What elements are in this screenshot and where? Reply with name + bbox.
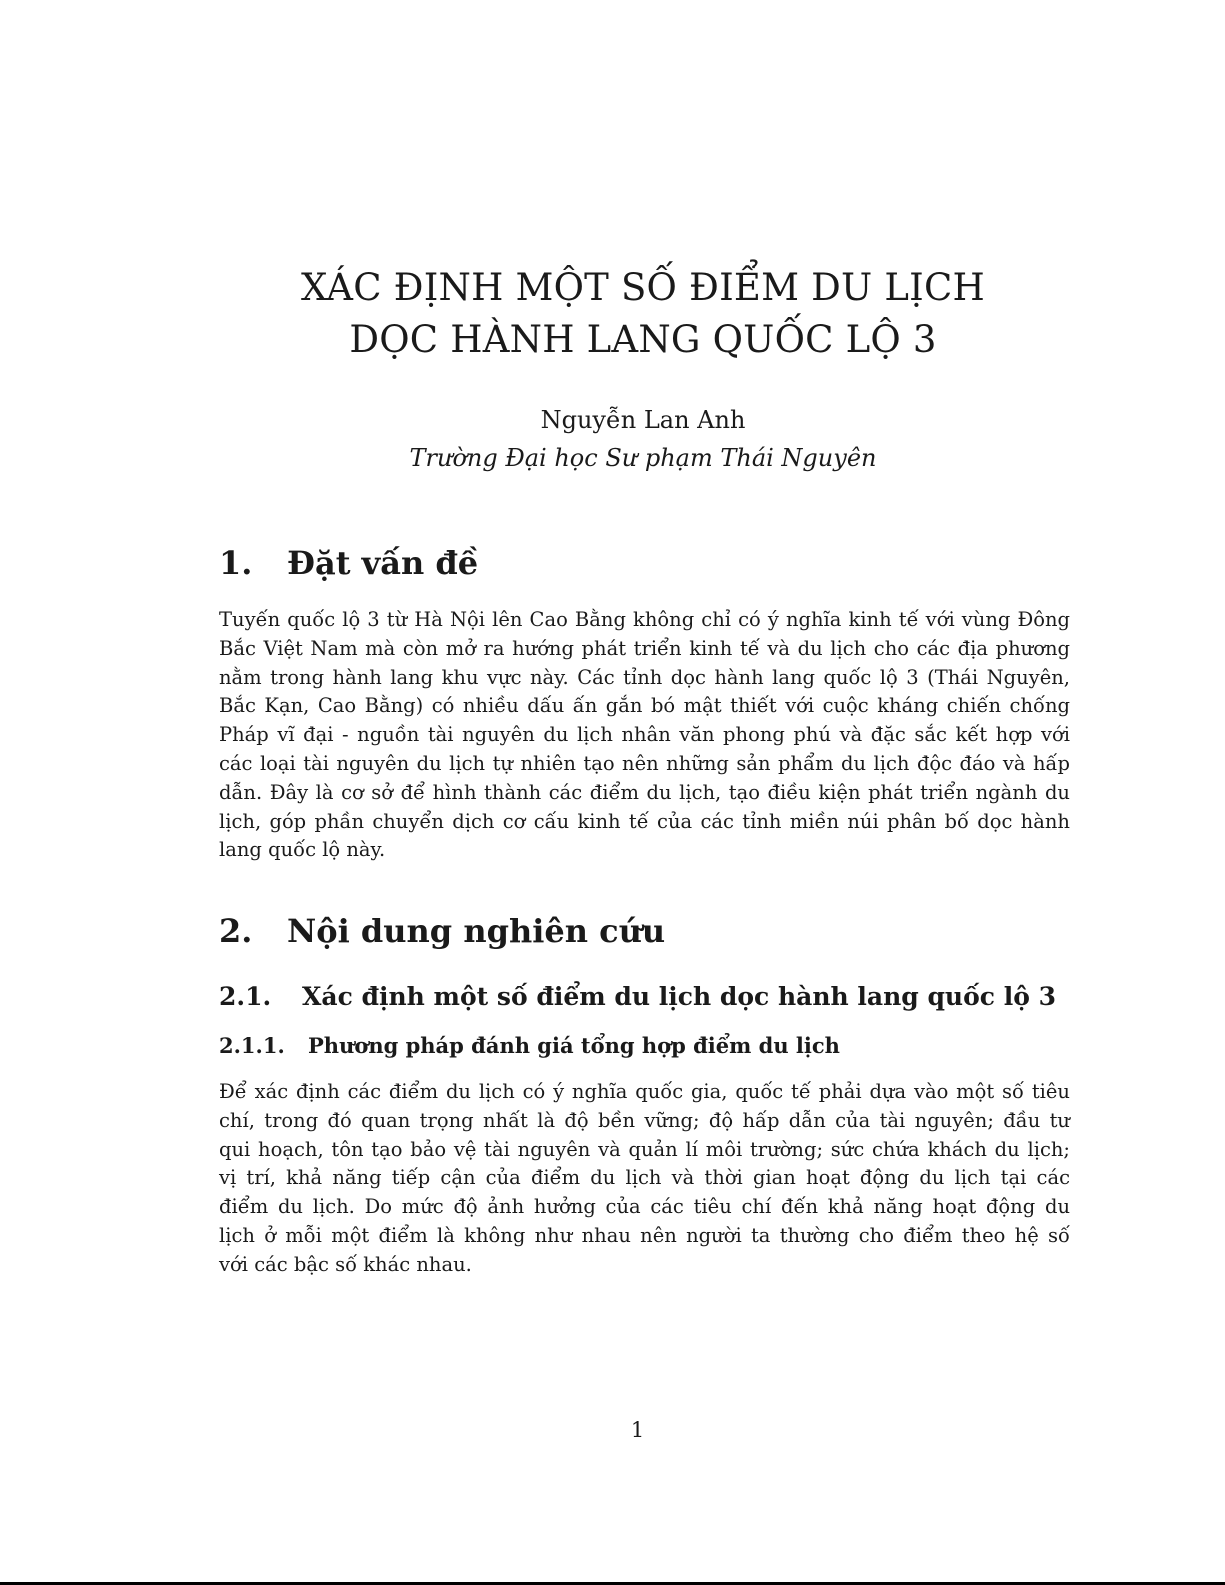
paragraph-line: Bắc Kạn, Cao Bằng) có nhiều dấu ấn gắn bó mật thiết với cuộc kháng chiến chống <box>219 694 1070 718</box>
section-1-number: 1. <box>219 544 253 582</box>
section-2-title: Nội dung nghiên cứu <box>287 912 666 950</box>
section-2-1-1-number: 2.1.1. <box>219 1033 285 1058</box>
paragraph-line: Tuyến quốc lộ 3 từ Hà Nội lên Cao Bằng không chỉ có ý nghĩa kinh tế với vùng Đông <box>219 608 1070 631</box>
section-2-1-heading <box>219 980 1056 1014</box>
section-2-1-1-paragraph <box>219 1078 1070 1280</box>
section-2-1-title: Xác định một số điểm du lịch dọc hành lang quốc lộ 3 <box>302 982 1056 1011</box>
paper-title <box>218 262 1068 366</box>
paragraph-line: dẫn. Đây là cơ sở để hình thành các điểm du lịch, tạo điều kiện phát triển ngành du <box>219 780 1070 804</box>
paragraph-line: lịch ở mỗi một điểm là không như nhau nên người ta thường cho điểm theo hệ số <box>219 1223 1070 1247</box>
author-affiliation: Trường Đại học Sư phạm Thái Nguyên <box>409 444 877 472</box>
section-2-1-1-title: Phương pháp đánh giá tổng hợp điểm du lịch <box>308 1033 840 1058</box>
section-1-title: Đặt vấn đề <box>287 544 479 582</box>
paragraph-line: Pháp vĩ đại - nguồn tài nguyên du lịch nhân văn phong phú và đặc sắc kết hợp với <box>219 723 1070 747</box>
paragraph-line: Để xác định các điểm du lịch có ý nghĩa quốc gia, quốc tế phải dựa vào một số tiêu <box>219 1080 1070 1103</box>
section-2-1-1-heading <box>219 1031 840 1061</box>
section-2-1-number: 2.1. <box>219 982 272 1011</box>
author-name: Nguyễn Lan Anh <box>540 406 746 434</box>
paragraph-line: lịch, góp phần chuyển dịch cơ cấu kinh tế của các tỉnh miền núi phân bố dọc hành <box>219 809 1070 833</box>
paragraph-line: vị trí, khả năng tiếp cận của điểm du lịch và thời gian hoạt động du lịch tại các <box>219 1166 1070 1190</box>
paragraph-line: lang quốc lộ này. <box>219 838 386 862</box>
paragraph-line: các loại tài nguyên du lịch tự nhiên tạo nên những sản phẩm du lịch độc đáo và hấp <box>219 751 1070 775</box>
paragraph-line: với các bậc số khác nhau. <box>219 1252 472 1276</box>
section-1-heading <box>219 543 478 583</box>
section-2-heading <box>219 911 665 951</box>
paragraph-line: qui hoạch, tôn tạo bảo vệ tài nguyên và quản lí môi trường; sức chứa khách du lịch; <box>219 1137 1070 1161</box>
paragraph-line: chí, trong đó quan trọng nhất là độ bền vững; độ hấp dẫn của tài nguyên; đầu tư <box>219 1108 1070 1132</box>
paragraph-line: nằm trong hành lang khu vực này. Các tỉnh dọc hành lang quốc lộ 3 (Thái Nguyên, <box>219 665 1070 689</box>
paragraph-line: Bắc Việt Nam mà còn mở ra hướng phát triển kinh tế và du lịch cho các địa phương <box>219 636 1070 660</box>
paper-title-line-2: DỌC HÀNH LANG QUỐC LỘ 3 <box>349 318 937 361</box>
section-1-paragraph <box>219 606 1070 865</box>
paragraph-line: điểm du lịch. Do mức độ ảnh hưởng của các tiêu chí đến khả năng hoạt động du <box>219 1195 1070 1219</box>
page-number: 1 <box>630 1418 645 1442</box>
section-2-number: 2. <box>219 912 253 950</box>
paper-title-line-1: XÁC ĐỊNH MỘT SỐ ĐIỂM DU LỊCH <box>301 266 985 309</box>
